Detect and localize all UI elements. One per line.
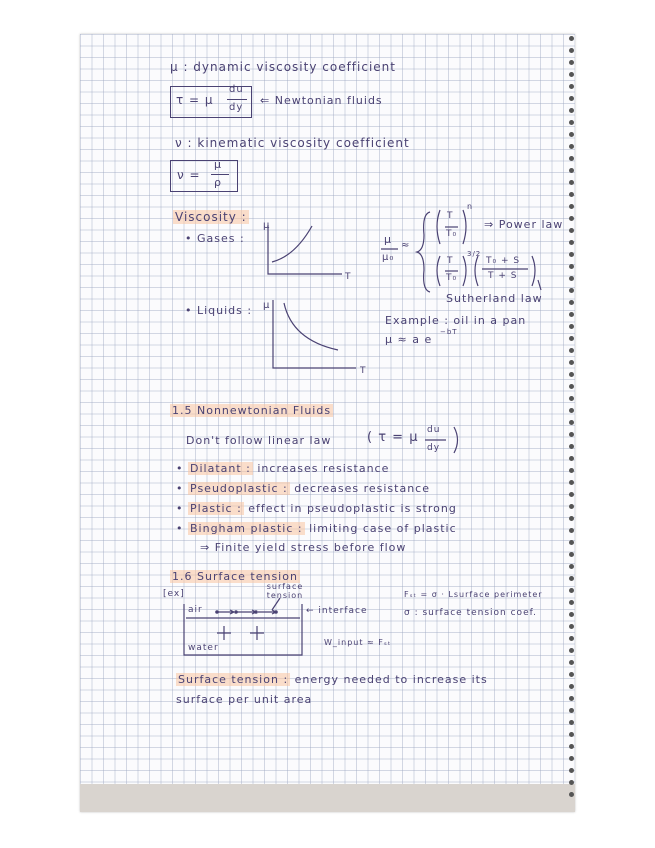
air-label: air	[188, 605, 203, 615]
section-1-6-heading: 1.6 Surface tension	[172, 570, 298, 583]
liquids-axis-T: T	[360, 366, 367, 376]
frac-T-plus-S: T + S	[488, 271, 518, 281]
dilatant-text: increases resistance	[257, 462, 390, 475]
frac-T0-1: T₀	[446, 229, 458, 239]
liquids-curve	[284, 303, 338, 350]
example-tag: [ex]	[163, 589, 185, 599]
nu-eq-lhs: ν =	[177, 168, 201, 182]
nu-definition: ν : kinematic viscosity coefficient	[175, 136, 410, 150]
frac-T-1: T	[447, 211, 454, 221]
section-1-5-heading: 1.5 Nonnewtonian Fluids	[172, 404, 332, 417]
pseudoplastic-label: Pseudoplastic :	[190, 482, 288, 495]
frac-T0-2: T₀	[446, 273, 458, 283]
gases-axes	[268, 225, 342, 274]
bullet-pseudoplastic: • Pseudoplastic : decreases resistance	[176, 482, 430, 495]
newton-eq-lhs: τ = μ	[176, 93, 214, 107]
surface-tension-definition	[176, 673, 488, 686]
ratio-denominator: μ₀	[382, 252, 395, 263]
sigma-definition: σ : surface tension coef.	[404, 608, 537, 618]
example-exponent: −bT	[440, 328, 458, 336]
surface-tension-label: surface tension	[266, 582, 304, 600]
bullet-bingham: • Bingham plastic : limiting case of plastic	[176, 522, 457, 535]
liquids-axis-mu: μ	[263, 300, 271, 311]
bingham-text: limiting case of plastic	[309, 522, 457, 535]
pseudoplastic-text: decreases resistance	[294, 482, 430, 495]
example-equation: μ ≈ a e	[385, 333, 433, 346]
bullet-dilatant: • Dilatant : increases resistance	[176, 462, 390, 475]
fst-definition: Fₛₜ = σ · Lsurface perimeter	[404, 590, 543, 599]
plastic-label: Plastic :	[190, 502, 242, 515]
law-numerator: du	[427, 425, 441, 435]
exponent-n: n	[467, 202, 474, 211]
nu-eq-numerator: μ	[214, 158, 222, 171]
st-def-label: Surface tension :	[178, 673, 289, 686]
bingham-label: Bingham plastic :	[190, 522, 303, 535]
gases-curve	[272, 226, 312, 262]
newton-eq-numerator: du	[229, 84, 244, 95]
frac-T0-plus-S: T₀ + S	[486, 256, 521, 266]
plastic-text: effect in pseudoplastic is strong	[248, 502, 457, 515]
newtonian-note: ⇐ Newtonian fluids	[260, 94, 383, 107]
dilatant-label: Dilatant :	[190, 462, 251, 475]
surface-tension-definition-line2: surface per unit area	[176, 693, 313, 706]
exponent-3-2: 3/2	[467, 250, 482, 258]
liquids-label: • Liquids :	[185, 304, 253, 317]
bullet-plastic: • Plastic : effect in pseudoplastic is strong	[176, 502, 457, 515]
power-law: ⇒ Power law	[484, 218, 564, 231]
work-equation: W_input ≈ Fₛₜ	[324, 638, 392, 647]
nu-eq-denominator: ρ	[214, 176, 222, 189]
st-def-text: energy needed to increase its	[294, 673, 488, 686]
sutherland-law: Sutherland law	[446, 292, 543, 305]
bingham-subnote: ⇒ Finite yield stress before flow	[200, 541, 407, 554]
interface-label: ← interface	[306, 606, 368, 616]
ratio-numerator: μ	[384, 233, 392, 246]
newton-eq-denominator: dy	[229, 102, 244, 113]
gases-axis-T: T	[345, 272, 352, 282]
approx-sign: ≈	[401, 240, 411, 251]
viscosity-heading: Viscosity :	[175, 210, 247, 224]
law-lhs: ( τ = μ	[367, 430, 419, 445]
brace	[417, 212, 430, 292]
example-oil: Example : oil in a pan	[385, 314, 527, 327]
mu-definition: μ : dynamic viscosity coefficient	[170, 60, 396, 74]
gases-label: • Gases :	[185, 232, 245, 245]
gases-axis-mu: μ	[263, 220, 271, 231]
frac-T-2: T	[447, 256, 454, 266]
water-label: water	[188, 643, 219, 653]
dont-follow-linear: Don't follow linear law	[186, 434, 332, 447]
law-denominator: dy	[427, 443, 441, 453]
